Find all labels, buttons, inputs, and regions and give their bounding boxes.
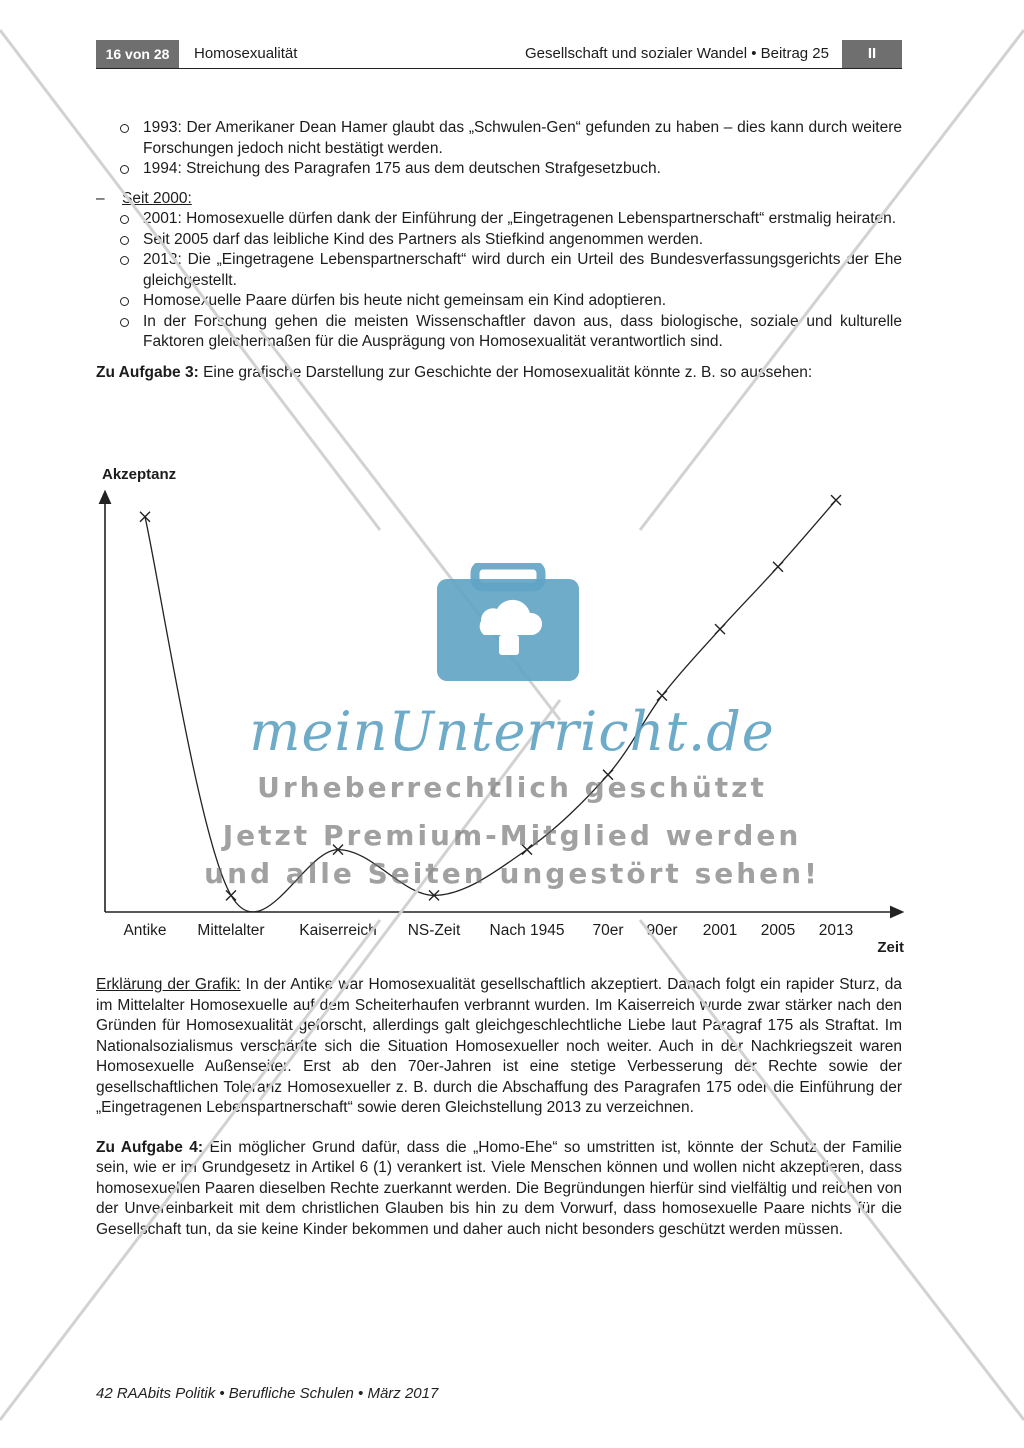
data-point-2013	[831, 495, 841, 505]
task-4-label: Zu Aufgabe 4	[96, 1138, 198, 1156]
dash-marker: –	[96, 189, 105, 207]
watermark-line-2: Jetzt Premium-Mitglied werden	[222, 819, 802, 852]
task-3-colon: :	[193, 363, 199, 381]
header-part-badge: II	[842, 40, 902, 68]
section-seit-2000	[96, 189, 902, 210]
task-3-text: Eine grafische Darstellung zur Geschichte der Homosexualität könnte z. B. so aussehen:	[198, 363, 813, 381]
x-tick-label: 2013	[818, 922, 854, 939]
page-header	[96, 40, 902, 69]
explanation-paragraph	[96, 975, 902, 1119]
page-number-badge: 16 von 28	[96, 40, 179, 68]
page-footer: 42 RAAbits Politik • Berufliche Schulen • März 2017	[96, 1385, 439, 1402]
task-4-colon: :	[197, 1138, 204, 1156]
data-point-2001	[715, 624, 725, 634]
data-point-2005	[773, 562, 783, 572]
task-4-paragraph	[96, 1138, 902, 1241]
list-item: 1994: Streichung des Paragrafen 175 aus dem deutschen Strafgesetzbuch.	[96, 159, 902, 180]
list-item: Homosexuelle Paare dürfen bis heute nicht gemeinsam ein Kind adoptieren.	[96, 291, 902, 312]
x-tick-label: Nach 1945	[489, 922, 565, 939]
task-3-label: Zu Aufgabe 3	[96, 363, 194, 381]
list-item: Seit 2005 darf das leibliche Kind des Partners als Stiefkind angenommen werden.	[96, 230, 902, 251]
header-topic: Homosexualität	[194, 45, 298, 62]
x-axis-label: Zeit	[877, 939, 904, 956]
list-2	[96, 209, 902, 353]
watermark-brand: meinUnterricht.de	[249, 700, 775, 763]
explanation-text: In der Antike war Homosexualität gesellschaftlich akzeptiert. Danach folgt ein rapider Sturz, da im Mittelalter Homosexuelle auf dem Scheiterhaufen verbrannt wurden. Im Kaiserreich wurde zwar stärker nach den Gründen für Homosexualität geforscht, allerdings galt gleichgeschlechtliche Liebe laut Paragraf 175 als Straftat. Im Nationalsozialismus verschärfte sich die Situation Homosexueller noch weiter. Auch in der Nachkriegszeit waren Homosexuelle Außenseiter. Erst ab den 70er-Jahren ist eine stetige Verbesserung der Rechte sowie der gesellschaftlichen Toleranz Homosexueller z. B. durch die Abschaffung des Paragrafen 175 oder die Einführung der „Eingetragenen Lebenspartnerschaft“ sowie deren Gleichstellung 2013 zu verzeichnen.	[96, 976, 902, 1116]
list-item: In der Forschung gehen die meisten Wissenschaftler davon aus, dass biologische, soziale und kulturelle Faktoren gleichermaßen für die Ausprägung von Homosexualität verantwortlich sind.	[96, 312, 902, 353]
x-tick-label: Mittelalter	[197, 922, 265, 939]
task-4-text: Ein möglicher Grund dafür, dass die „Homo-Ehe“ so umstritten ist, könnte der Schutz der Familie sein, wie er im Grundgesetz in Artikel 6 (1) verankert ist. Viele Menschen können und wollen nicht akzeptieren, dass homosexuellen Paaren dieselben Rechte zuerkannt werden. Die Begründungen hierfür sind vielfältig und reichen von der Unvereinbarkeit mit dem christlichen Glauben bis hin zu dem Vorwurf, dass homosexuelle Paare nichts für die Gesellschaft tun, da sie keine Kinder bekommen und daher auch nicht besonders geschützt werden müssen.	[96, 1138, 902, 1238]
x-tick-labels	[123, 922, 853, 939]
task-3-paragraph	[96, 363, 902, 384]
list-1	[96, 118, 902, 180]
x-tick-label: Antike	[123, 922, 167, 939]
main-content	[96, 118, 902, 383]
watermark-line-1: Urheberrechtlich geschützt	[257, 771, 767, 804]
x-tick-label: 70er	[592, 922, 624, 939]
y-axis-label: Akzeptanz	[102, 466, 177, 483]
briefcase-cloud-icon	[437, 563, 579, 681]
list-item: 2013: Die „Eingetragene Lebenspartnerschaft“ wird durch ein Urteil des Bundesverfassungsgerichts der Ehe gleichgestellt.	[96, 250, 902, 291]
list-item: 2001: Homosexuelle dürfen dank der Einführung der „Eingetragenen Lebenspartnerschaft“ erstmalig heiraten.	[96, 209, 902, 230]
data-point-antike	[140, 512, 150, 522]
text-after-chart	[96, 975, 902, 1240]
data-point-mittelalter	[226, 890, 236, 900]
header-series: Gesellschaft und sozialer Wandel • Beitrag 25	[524, 45, 829, 62]
x-tick-label: 2005	[760, 922, 796, 939]
x-tick-label: NS-Zeit	[407, 922, 461, 939]
list-item: 1993: Der Amerikaner Dean Hamer glaubt das „Schwulen-Gen“ gefunden zu haben – dies kann durch weitere Forschungen jedoch nicht bestätigt werden.	[96, 118, 902, 159]
section-heading: Seit 2000:	[122, 189, 192, 207]
explanation-label: Erklärung der Grafik:	[96, 976, 241, 993]
x-tick-label: 2001	[702, 922, 738, 939]
watermark-line-3: und alle Seiten ungestört sehen!	[204, 857, 820, 890]
x-tick-label: 90er	[646, 922, 678, 939]
x-tick-label: Kaiserreich	[299, 922, 377, 939]
